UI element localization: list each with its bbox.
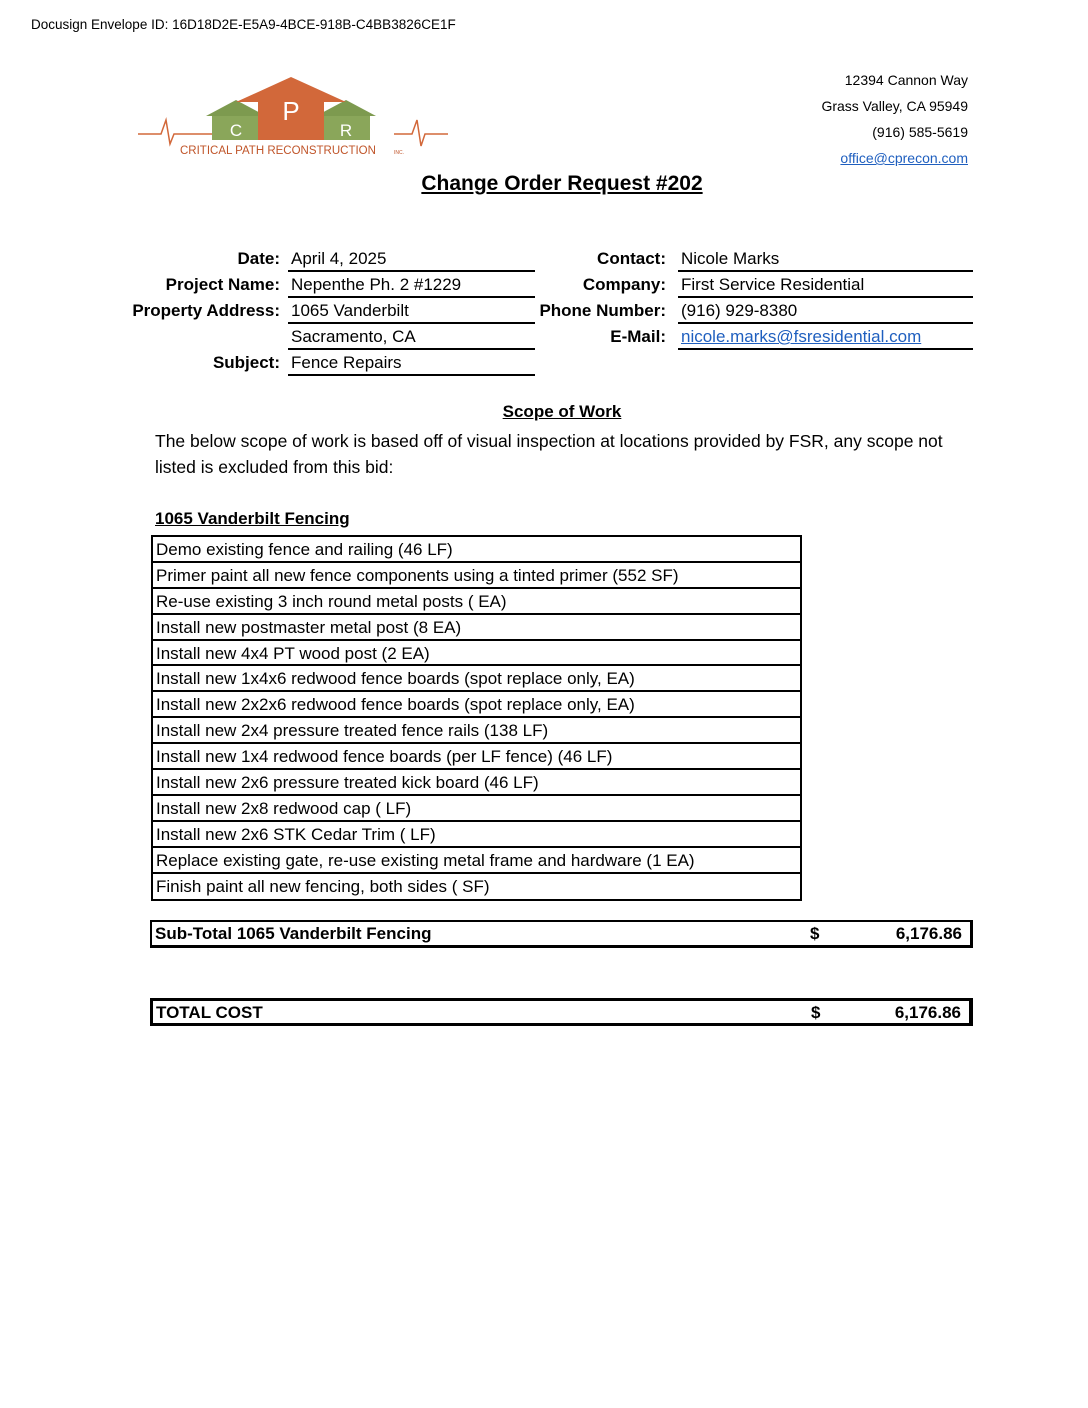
date-value: April 4, 2025 [288,248,535,272]
company-value: First Service Residential [678,274,973,298]
scope-description: The below scope of work is based off of visual inspection at locations provided by FSR, any scope not listed is excluded from this bid: [155,431,943,477]
scope-item: Finish paint all new fencing, both sides ( SF) [156,876,490,896]
section-heading: 1065 Vanderbilt Fencing [155,509,350,528]
scope-item: Install new 1x4x6 redwood fence boards (spot replace only, EA) [153,666,800,692]
scope-item: Install new 2x6 pressure treated kick board (46 LF) [153,770,800,796]
property-address-line2: Sacramento, CA [288,326,535,350]
contact-value: Nicole Marks [678,248,973,272]
contact-label: Contact: [597,249,666,268]
scope-item: Install new 2x2x6 redwood fence boards (spot replace only, EA) [153,692,800,718]
scope-item: Re-use existing 3 inch round metal posts ( EA) [153,589,800,615]
scope-item: Primer paint all new fence components using a tinted primer (552 SF) [153,563,800,589]
company-label: Company: [582,275,666,294]
date-label: Date: [237,249,280,268]
phone-label: Phone Number: [539,301,666,320]
phone-value: (916) 929-8380 [678,300,973,324]
scope-item: Replace existing gate, re-use existing metal frame and hardware (1 EA) [153,848,800,874]
property-address-label: Property Address: [132,301,280,320]
scope-item: Install new 2x6 STK Cedar Trim ( LF) [153,822,800,848]
scope-item: Install new 1x4 redwood fence boards (per LF fence) (46 LF) [153,744,800,770]
email-value [678,326,973,350]
document-title: Change Order Request #202 [421,172,703,195]
total-amount: 6,176.86 [894,1003,961,1022]
logo-company-name: CRITICAL PATH RECONSTRUCTION [180,145,376,157]
company-phone: (916) 585-5619 [872,124,968,140]
subject-value: Fence Repairs [288,352,535,376]
project-name-value: Nepenthe Ph. 2 #1229 [288,274,535,298]
company-logo [136,72,450,164]
scope-item: Install new 2x8 redwood cap ( LF) [153,796,800,822]
subtotal-currency: $ [810,924,820,943]
property-address-line1: 1065 Vanderbilt [288,300,535,324]
scope-item: Install new 2x4 pressure treated fence rails (138 LF) [153,718,800,744]
logo-inc: INC. [394,150,404,156]
total-label: TOTAL COST [156,1003,263,1022]
scope-item: Install new postmaster metal post (8 EA) [153,615,800,641]
logo-letter-p: P [282,96,300,126]
total-currency: $ [811,1003,821,1022]
company-contact-block [821,67,968,171]
contact-email-link[interactable]: nicole.marks@fsresidential.com [681,327,922,346]
project-name-label: Project Name: [165,275,280,294]
scope-item: Demo existing fence and railing (46 LF) [153,537,800,563]
logo-letter-r: R [339,121,353,140]
subtotal-label: Sub-Total 1065 Vanderbilt Fencing [155,924,432,943]
company-city: Grass Valley, CA 95949 [821,98,968,114]
subtotal-row [150,920,973,948]
subject-label: Subject: [212,353,280,372]
total-row [150,998,973,1026]
logo-letter-c: C [229,121,243,140]
subtotal-amount: 6,176.86 [895,924,962,943]
scope-items-table [151,535,802,901]
scope-item: Install new 4x4 PT wood post (2 EA) [153,641,800,667]
envelope-id: Docusign Envelope ID: 16D18D2E-E5A9-4BCE-918B-C4BB3826CE1F [31,17,456,32]
company-email-link[interactable]: office@cprecon.com [840,150,968,166]
company-street: 12394 Cannon Way [844,72,968,88]
scope-heading: Scope of Work [502,402,622,421]
email-label: E-Mail: [610,327,666,346]
